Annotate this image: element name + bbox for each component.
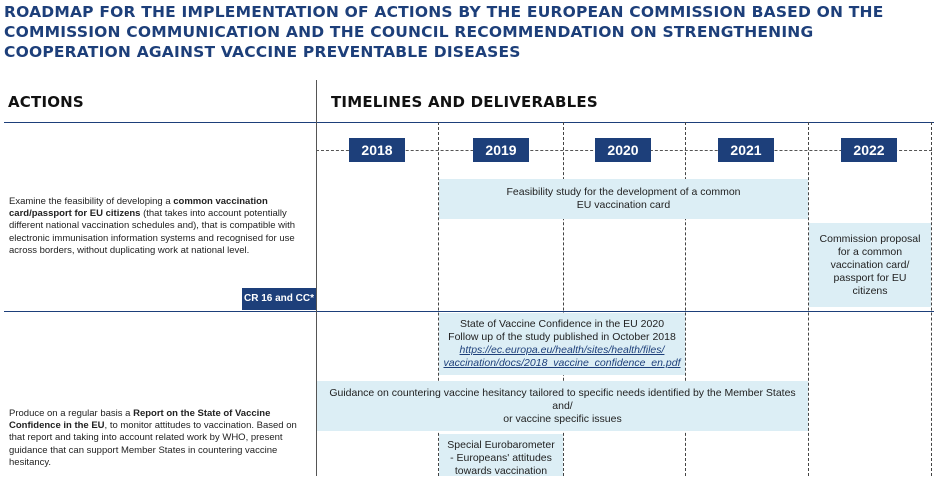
year-separator: [931, 122, 932, 476]
timelines-header: TIMELINES AND DELIVERABLES: [331, 93, 598, 111]
reference-tag: CR 16 and CC*: [242, 288, 316, 310]
year-badge-2018: 2018: [349, 138, 405, 162]
action-vaccine-confidence-report: Produce on a regular basis a Report on the State of Vaccine Confidence in the EU, to monitor attitudes to vaccination. Based on that report and taking into account related work by WHO, present guidance that can support Member States in countering vaccine hesitancy.: [9, 408, 297, 468]
study-link[interactable]: vaccination/docs/2018_vaccine_confidence_en.pdf: [443, 357, 681, 369]
row-divider: [4, 311, 934, 312]
year-badge-2020: 2020: [595, 138, 651, 162]
eurobarometer-box: Special Eurobarometer - Europeans' attitudes towards vaccination: [439, 434, 563, 476]
commission-proposal-box: Commission proposal for a common vaccination card/ passport for EU citizens: [809, 223, 931, 307]
header-divider: [4, 122, 934, 123]
guidance-box: Guidance on countering vaccine hesitancy tailored to specific needs identified by the Member States and/ or vaccine specific issues: [317, 381, 808, 431]
year-badge-2021: 2021: [718, 138, 774, 162]
year-badge-2019: 2019: [473, 138, 529, 162]
action-vaccination-card: Examine the feasibility of developing a common vaccination card/passport for EU citizens (that takes into account potentially different national vaccination schedules and), that is compatible with electronic immunisation information systems and recognised for use across borders, without duplicating work at national level.: [9, 196, 296, 256]
year-badge-2022: 2022: [841, 138, 897, 162]
feasibility-study-box: Feasibility study for the development of a common EU vaccination card: [439, 179, 808, 219]
actions-header: ACTIONS: [8, 93, 84, 111]
page-title: ROADMAP FOR THE IMPLEMENTATION OF ACTIONS BY THE EUROPEAN COMMISSION BASED ON THE COMMISSION COMMUNICATION AND THE COUNCIL RECOMMENDATION ON STRENGTHENING COOPERATION AGAINST VACCINE PREVENTABLE DISEASES: [4, 3, 884, 61]
vaccine-confidence-box: State of Vaccine Confidence in the EU 2020 Follow up of the study published in October 2018 https://ec.europa.eu/health/sites/health/files/ vaccination/docs/2018_vaccine_confidence_en.pdf: [439, 313, 685, 375]
study-link[interactable]: https://ec.europa.eu/health/sites/health/files/: [459, 344, 665, 356]
